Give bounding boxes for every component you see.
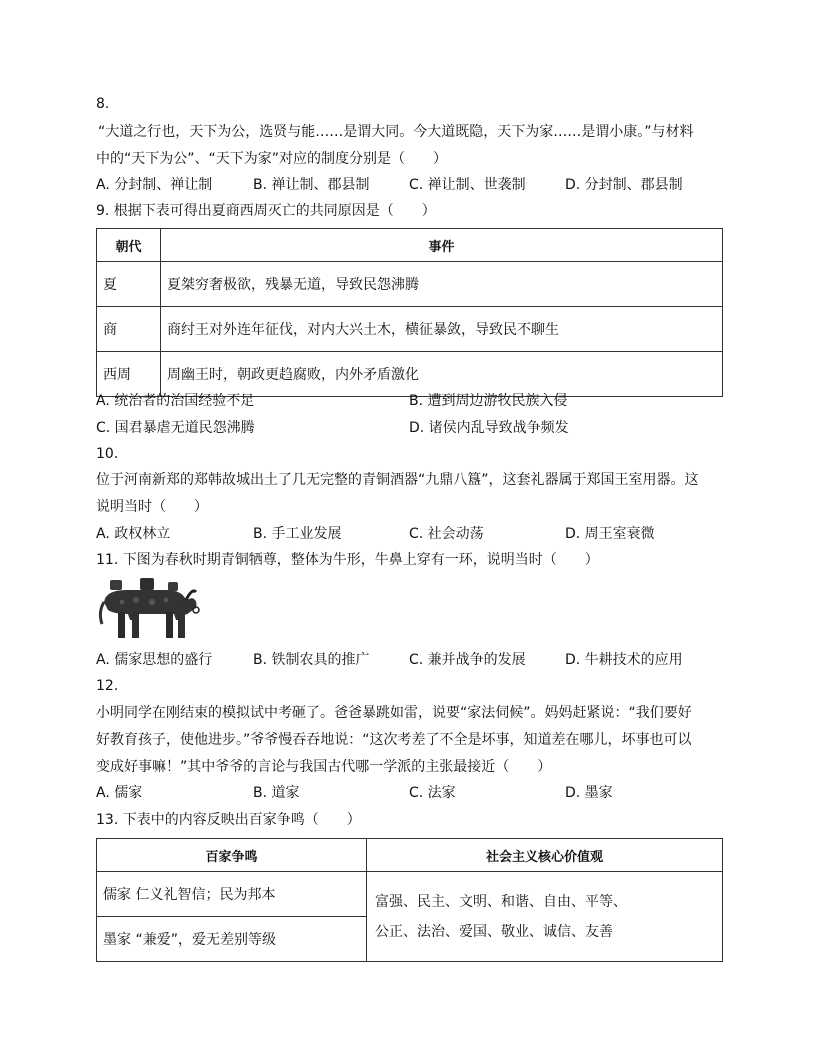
- q9-header-event: 事件: [161, 229, 723, 262]
- q12-option-c: C. 法家: [409, 785, 456, 801]
- q10-option-a: A. 政权林立: [96, 526, 171, 542]
- q11-option-d: D. 牛耕技术的应用: [565, 652, 683, 668]
- q8-option-c: C. 禅让制、世袭制: [409, 177, 526, 193]
- q13-stem: 13. 下表中的内容反映出百家争鸣（ ）: [96, 812, 361, 828]
- q12-stem-line2: 好教育孩子，使他进步。”爷爷慢吞吞地说：“这次考差了不全是坏事，知道差在哪儿，坏事也可以: [96, 732, 692, 748]
- q10-stem-line2: 说明当时（ ）: [96, 499, 208, 515]
- q13-values-line2: 公正、法治、爱国、敬业、诚信、友善: [375, 923, 613, 940]
- q9-header-dynasty: 朝代: [97, 229, 161, 262]
- q11-option-c: C. 兼并战争的发展: [409, 652, 526, 668]
- q9-stem: 9. 根据下表可得出夏商西周灭亡的共同原因是（ ）: [96, 203, 436, 219]
- q8-stem-line1: “大道之行也，天下为公，选贤与能……是谓大同。今大道既隐，天下为家……是谓小康。”与材料: [98, 124, 694, 140]
- q8-stem-line2: 中的“天下为公”、“天下为家”对应的制度分别是（ ）: [96, 151, 448, 167]
- q10-number: 10.: [96, 446, 119, 462]
- table-row: [97, 262, 723, 307]
- q9-cell-dynasty: 夏: [97, 262, 161, 307]
- q12-option-b: B. 道家: [253, 785, 300, 801]
- q9-table: [96, 228, 723, 397]
- q12-number: 12.: [96, 678, 119, 694]
- q8-option-b: B. 禅让制、郡县制: [253, 177, 370, 193]
- q10-stem-line1: 位于河南新郑的郑韩故城出土了几无完整的青铜酒器“九鼎八簋”，这套礼器属于郑国王室用器。这: [96, 472, 699, 488]
- q13-cell-core-values: [367, 872, 723, 962]
- q12-stem-line3: 变成好事嘛！”其中爷爷的言论与我国古代哪一学派的主张最接近（ ）: [96, 759, 552, 775]
- q13-cell-confucian: 儒家 仁义礼智信；民为邦本: [97, 872, 367, 917]
- q8-number: 8.: [96, 96, 110, 112]
- table-row: [97, 872, 723, 917]
- q10-option-b: B. 手工业发展: [253, 526, 342, 542]
- q13-header-values: 社会主义核心价值观: [367, 839, 723, 872]
- table-row: [97, 352, 723, 397]
- q12-stem-line1: 小明同学在刚结束的模拟试中考砸了。爸爸暴跳如雷，说要“家法伺候”。妈妈赶紧说：“我们要好: [96, 705, 692, 721]
- q13-cell-mohist: 墨家 “兼爱”，爱无差别等级: [97, 917, 367, 962]
- q11-stem: 11. 下图为春秋时期青铜牺尊，整体为牛形，牛鼻上穿有一环，说明当时（ ）: [96, 552, 599, 568]
- q9-cell-event: 周幽王时，朝政更趋腐败，内外矛盾激化: [161, 352, 723, 397]
- q12-option-d: D. 墨家: [565, 785, 613, 801]
- q10-option-d: D. 周王室衰微: [565, 526, 655, 542]
- q9-option-d: D. 诸侯内乱导致战争频发: [409, 420, 569, 436]
- q11-option-a: A. 儒家思想的盛行: [96, 652, 213, 668]
- q13-table: [96, 838, 723, 962]
- q9-option-a: A. 统治者的治国经验不足: [96, 393, 255, 409]
- table-row: [97, 307, 723, 352]
- q11-option-b: B. 铁制农具的推广: [253, 652, 370, 668]
- q10-option-c: C. 社会动荡: [409, 526, 484, 542]
- q8-option-a: A. 分封制、禅让制: [96, 177, 213, 193]
- q9-cell-event: 夏桀穷奢极欲，残暴无道，导致民怨沸腾: [161, 262, 723, 307]
- q13-values-line1: 富强、民主、文明、和谐、自由、平等、: [375, 893, 627, 910]
- q8-option-d: D. 分封制、郡县制: [565, 177, 683, 193]
- q9-cell-dynasty: 商: [97, 307, 161, 352]
- q9-cell-event: 商纣王对外连年征伐，对内大兴土木，横征暴敛，导致民不聊生: [161, 307, 723, 352]
- bronze-ox-vessel-image: [96, 576, 200, 642]
- q12-option-a: A. 儒家: [96, 785, 143, 801]
- q9-cell-dynasty: 西周: [97, 352, 161, 397]
- q13-header-schools: 百家争鸣: [97, 839, 367, 872]
- q9-option-b: B. 遭到周边游牧民族入侵: [409, 393, 568, 409]
- q9-option-c: C. 国君暴虐无道民怨沸腾: [96, 420, 255, 436]
